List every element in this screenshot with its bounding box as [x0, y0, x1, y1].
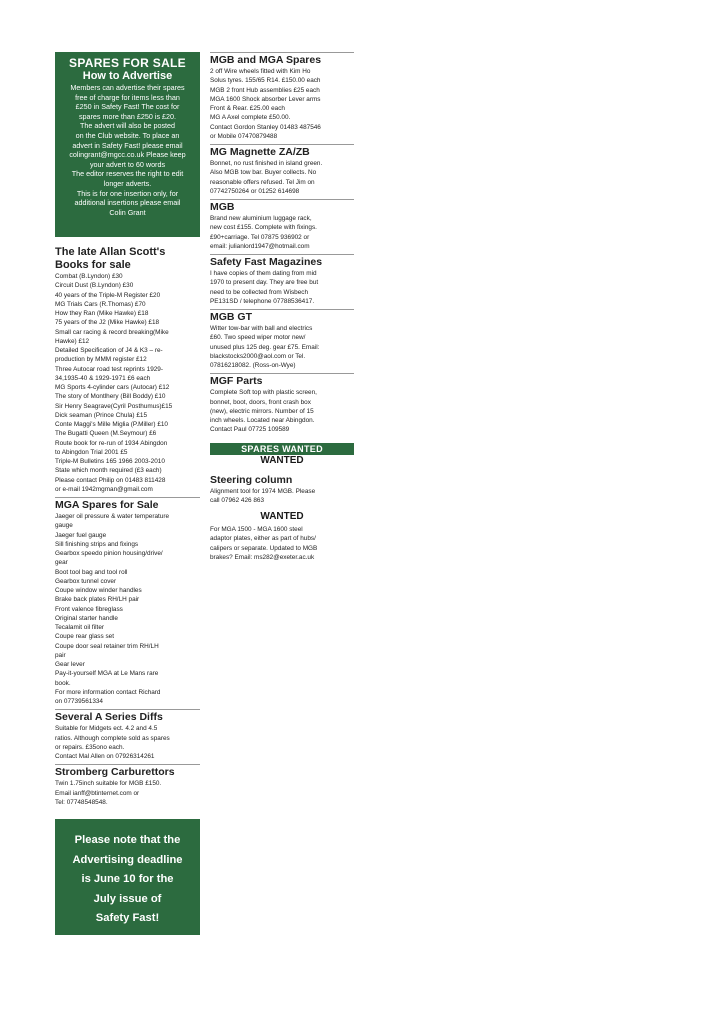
mgb-gt-section [210, 309, 354, 370]
wanted-heading-2: WANTED [260, 511, 304, 522]
mgb-mga-spares-section [210, 52, 354, 141]
magazines-section [210, 254, 354, 306]
mgf-title: MGF Parts [210, 375, 263, 388]
mgf-parts-section [210, 373, 354, 434]
stromberg-section [55, 764, 200, 807]
magnette-text: Bonnet, no rust finished in island green. Also MGB tow bar. Buyer collects. No reasonable offers refused. Tel Jim on 07742750264 or 01252 614698 [210, 160, 323, 195]
magnette-title: MG Magnette ZA/ZB [210, 146, 310, 158]
a-series-diffs-section [55, 709, 200, 761]
steering-title: Steering column [210, 473, 293, 486]
magazines-text: I have copies of them dating from mid 1970 to present day. They are free but need to be collected from Wisbech PE131SD / telephone 07788536417. [210, 270, 319, 305]
a-series-title: Several A Series Diffs [55, 711, 163, 724]
magnette-section [210, 144, 354, 196]
mgf-text: Complete Soft top with plastic screen, bonnet, boot, doors, front crash box (new), electric mirrors. Number of 15 inch wheels. Located near Abingdon. Contact Paul 07725 109589 [210, 389, 317, 434]
deadline-notice-box: Please note that the Advertising deadline is June 10 for the July issue of Safety Fast! [55, 819, 200, 935]
steering-text: Alignment tool for 1974 MGB. Please call 07962 426 863 [210, 487, 316, 504]
stromberg-text: Twin 1.75inch suitable for MGB £150. Email ianff@btinternet.com or Tel: 07748548548. [55, 780, 162, 806]
mga-adaptor-text: For MGA 1500 - MGA 1600 steel adaptor plates, either as part of hubs/ calipers or separate. Updated to MGB brakes? Email: ms282@exeter.ac.uk [210, 526, 318, 561]
advertise-email: colingrant@mgcc.co.uk Please keep [69, 150, 186, 160]
stromberg-title: Stromberg Carburettors [55, 766, 175, 779]
steering-column-section [210, 473, 354, 506]
spares-for-sale-title: SPARES FOR SALE [69, 56, 186, 70]
right-column [210, 52, 354, 562]
spares-wanted-bar: SPARES WANTED [210, 443, 354, 455]
books-title-line1: The late Allan Scott's [55, 246, 166, 258]
left-column [55, 52, 200, 935]
books-for-sale-section [55, 245, 200, 494]
wanted-heading-1: WANTED [260, 454, 304, 466]
magazines-title: Safety Fast Magazines [210, 256, 323, 268]
mgb-section [210, 199, 354, 251]
books-title-line2: Books for sale [55, 259, 131, 271]
mgb-text: Brand new aluminium luggage rack, new cost £155. Complete with fixings. £90+carriage. Tel 07875 936902 or email: julianlord1947@hotmail.com [210, 215, 317, 250]
how-to-advertise-text: Members can advertise their spares free of charge for items less than £250 in Safety Fast! The cost for spares more than £250 is £20. The advert will also be posted on the Club website. To place an advert in Safety Fast! please email colingrant@mgcc.co.uk Please keep your advert to 60 words The editor reserves the right to edit longer adverts. This is for one insertion only, for additional insertions please email Colin Grant [55, 83, 200, 217]
mga-spares-list: Jaeger oil pressure & water temperature gauge Jaeger fuel gauge Sill finishing strips and fixings Gearbox speedo pinion housing/drive/ gear Boot tool bag and tool roll Gearbox tunnel cover Coupe window winder handles Brake back plates RH/LH pair Front valence fibreglass Original starter handle Tecalamit oil filter Coupe rear glass set Coupe door seal retainer trim RH/LH pair Gear lever Pay-it-yourself MGA at Le Mans rare book. For more information contact Richard on 07739561334 [55, 513, 170, 705]
mga-spares-section [55, 497, 200, 706]
mgb-gt-title: MGB GT [210, 311, 252, 323]
mga-spares-title: MGA Spares for Sale [55, 499, 159, 511]
a-series-text: Suitable for Midgets ect. 4.2 and 4.5 ratios. Although complete sold as spares or repairs. £35ono each. Contact Mal Allen on 07926314261 [55, 725, 170, 760]
mgb-mga-text: 2 off Wire wheels fitted with Kim Ho Solus tyres. 155/65 R14. £150.00 each MGB 2 front Hub assemblies £25 each MGA 1600 Shock absorber Lever arms Front & Rear. £25.00 each MG A Axel complete £50.00. Contact Gordon Stanley 01483 487546 or Mobile 07470879488 [210, 68, 321, 140]
how-to-advertise-box [55, 52, 200, 237]
how-to-advertise-subtitle: How to Advertise [82, 70, 173, 82]
mgb-title: MGB [210, 201, 235, 213]
mgb-gt-text: Witter tow-bar with ball and electrics £60. Two speed wiper motor new/ unused plus 125 deg. gear £75. Email: blackstocks2000@aol.com or Tel. 07816218082. (Ross-on-Wye) [210, 325, 320, 369]
mgb-mga-title: MGB and MGA Spares [210, 54, 322, 66]
books-list: Combat (B.Lyndon) £30 Circuit Dust (B.Lyndon) £30 40 years of the Triple-M Register £20 MG Trials Cars (R.Thomas) £70 How they Ran (Mike Hawke) £18 75 years of the J2 (Mike Hawke) £18 Small car racing & record breaking(Mike Hawke) £12 Detailed Specification of J4 & K3 – re- production by MMM register £12 Three Autocar road test reprints 1929- 34,1935-40 & 1929-1971 £6 each MG Sports 4-cylinder cars (Autocar) £12 The story of Montlhery (Bill Boddy) £10 Sir Henry Seagrave(Cyril Posthumus)£15 Dick seaman (Prince Chula) £15 Conte Maggi's Mille Miglia (P.Miller) £10 The Bugatti Queen (M.Seymour) £6 Route book for re-run of 1934 Abingdon to Abingdon Trial 2001 £5 Triple-M Bulletins 165 1966 2003-2010 State which month required (£3 each) Please contact Philip on 01483 811428 or e-mail 1942mgman@gmail.com [55, 273, 173, 493]
